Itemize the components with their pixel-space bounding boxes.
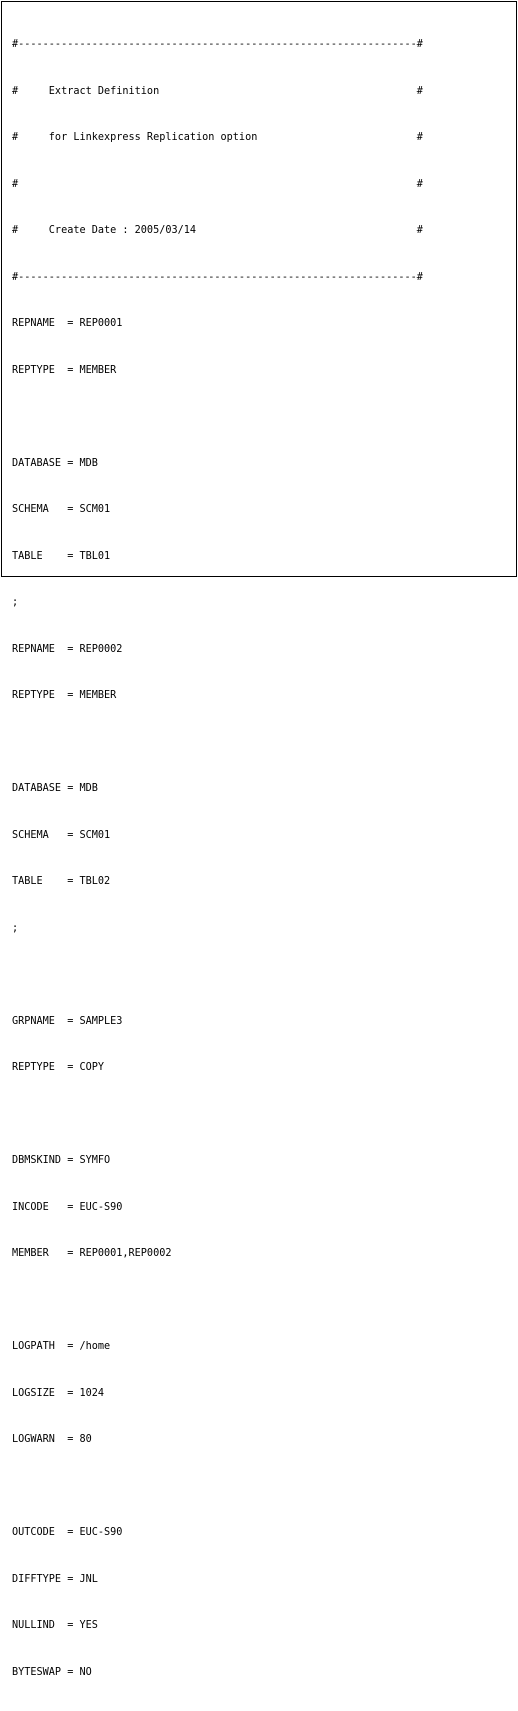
outcode-line: OUTCODE = EUC-S90 bbox=[12, 1527, 123, 1538]
repname-line: REPNAME = REP0002 bbox=[12, 643, 123, 655]
grpname-line: GRPNAME = SAMPLE3 bbox=[12, 1015, 123, 1027]
dbmskind-line: DBMSKIND = SYMFO bbox=[12, 1155, 111, 1166]
header-border-top: #-----------------------------------------------------------------# bbox=[12, 39, 423, 50]
reptype-line: REPTYPE = COPY bbox=[12, 1062, 105, 1073]
repname-line: REPNAME = REP0001 bbox=[12, 318, 123, 329]
header-blank: # # bbox=[12, 178, 423, 190]
blank-line bbox=[12, 1293, 423, 1309]
database-line: DATABASE = MDB bbox=[12, 783, 98, 794]
blank-line bbox=[12, 967, 423, 983]
separator-line: ; bbox=[12, 597, 19, 608]
blank-line bbox=[12, 735, 423, 751]
definition-file-text bbox=[12, 6, 423, 1711]
reptype-line: REPTYPE = MEMBER bbox=[12, 364, 117, 376]
difftype-line: DIFFTYPE = JNL bbox=[12, 1573, 98, 1585]
table-line: TABLE = TBL01 bbox=[12, 550, 111, 562]
incode-line: INCODE = EUC-S90 bbox=[12, 1201, 123, 1213]
separator-line: ; bbox=[12, 922, 19, 934]
blank-line bbox=[12, 1107, 423, 1123]
blank-line bbox=[12, 1479, 423, 1495]
header-subtitle: # for Linkexpress Replication option # bbox=[12, 132, 423, 143]
reptype-line: REPTYPE = MEMBER bbox=[12, 690, 117, 701]
header-create-date: # Create Date : 2005/03/14 # bbox=[12, 225, 423, 236]
logpath-line: LOGPATH = /home bbox=[12, 1341, 111, 1352]
byteswap-line: BYTESWAP = NO bbox=[12, 1666, 92, 1678]
header-border-bottom: #-----------------------------------------------------------------# bbox=[12, 271, 423, 283]
schema-line: SCHEMA = SCM01 bbox=[12, 504, 111, 515]
blank-line bbox=[12, 409, 423, 425]
logwarn-line: LOGWARN = 80 bbox=[12, 1434, 92, 1445]
schema-line: SCHEMA = SCM01 bbox=[12, 829, 111, 841]
nullind-line: NULLIND = YES bbox=[12, 1620, 98, 1631]
table-line: TABLE = TBL02 bbox=[12, 876, 111, 887]
database-line: DATABASE = MDB bbox=[12, 457, 98, 469]
member-line: MEMBER = REP0001,REP0002 bbox=[12, 1248, 172, 1259]
header-title: # Extract Definition # bbox=[12, 85, 423, 97]
logsize-line: LOGSIZE = 1024 bbox=[12, 1387, 105, 1399]
definition-file-frame bbox=[1, 1, 517, 1678]
